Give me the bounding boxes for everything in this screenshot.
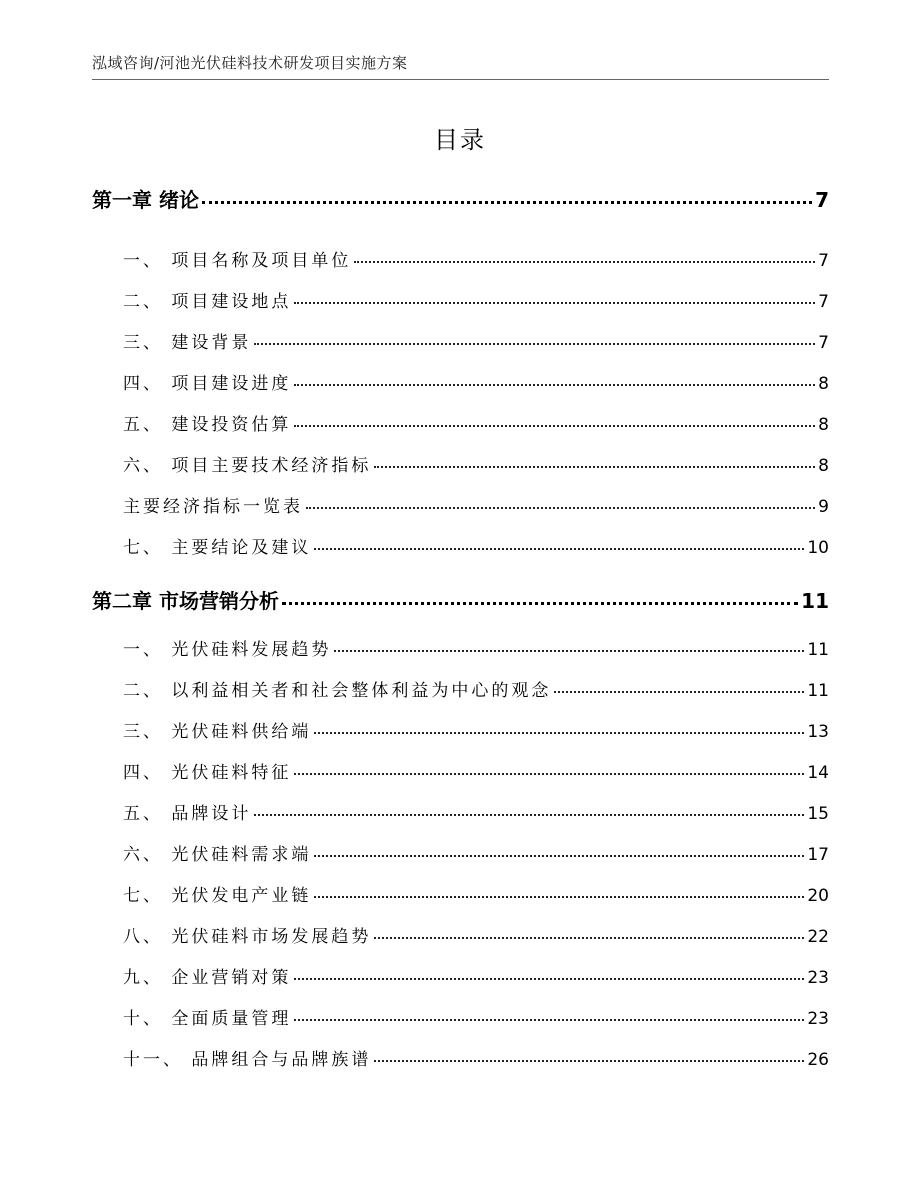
toc-entry-section[interactable] [123,840,829,865]
toc-entry-section[interactable] [123,451,829,476]
toc-entry-page: 23 [807,1009,829,1029]
toc-entry-page: 7 [818,292,829,312]
dot-leader [294,1019,804,1021]
dot-leader [374,937,804,939]
dot-leader [554,691,804,693]
toc-entry-page: 14 [807,763,829,783]
toc-entry-section[interactable] [123,963,829,988]
dot-leader [294,384,815,386]
toc-entry-page: 15 [807,804,829,824]
toc-entry-label: 五、 品牌设计 [123,804,252,824]
dot-leader [282,602,798,605]
dot-leader [254,343,815,345]
toc-entry-label: 七、 主要结论及建议 [123,538,312,558]
toc-entry-label: 四、 项目建设进度 [123,374,292,394]
dot-leader [294,978,804,980]
toc-entry-page: 7 [818,333,829,353]
toc-entry-chapter[interactable] [92,585,829,614]
toc-entry-label: 十、 全面质量管理 [123,1009,292,1029]
toc-entry-page: 10 [807,538,829,558]
toc-entry-label: 十一、 品牌组合与品牌族谱 [123,1050,372,1070]
toc-entry-section[interactable] [123,635,829,660]
toc-entry-label: 第二章 市场营销分析 [92,589,279,613]
dot-leader [314,896,804,898]
toc-entry-page: 11 [801,589,829,613]
toc-entry-label: 第一章 绪论 [92,188,199,212]
toc-entry-page: 11 [807,681,829,701]
dot-leader [294,773,804,775]
toc-entry-page: 22 [807,927,829,947]
toc-entry-page: 11 [807,640,829,660]
toc-entry-section[interactable] [123,1045,829,1070]
toc-entry-label: 一、 光伏硅料发展趋势 [123,640,332,660]
header-divider [92,79,829,80]
dot-leader [334,650,804,652]
toc-entry-label: 主要经济指标一览表 [123,497,303,517]
toc-entry-label: 三、 建设背景 [123,333,252,353]
dot-leader [306,507,815,509]
toc-entry-label: 四、 光伏硅料特征 [123,763,292,783]
toc-entry-page: 7 [815,188,829,212]
toc-entry-section[interactable] [123,799,829,824]
toc-entry-section[interactable] [123,287,829,312]
toc-entry-label: 一、 项目名称及项目单位 [123,251,352,271]
running-header: 泓域咨询/河池光伏硅料技术研发项目实施方案 [92,54,408,72]
toc-entry-section[interactable] [123,492,829,517]
toc-entry-section[interactable] [123,328,829,353]
toc-entry-section[interactable] [123,533,829,558]
dot-leader [294,425,815,427]
toc-entry-page: 26 [807,1050,829,1070]
toc-entry-page: 20 [807,886,829,906]
toc-entry-label: 六、 光伏硅料需求端 [123,845,312,865]
dot-leader [294,302,815,304]
toc-entry-label: 三、 光伏硅料供给端 [123,722,312,742]
toc-entry-section[interactable] [123,1004,829,1029]
dot-leader [374,1060,804,1062]
dot-leader [374,466,815,468]
toc-entry-label: 六、 项目主要技术经济指标 [123,456,372,476]
toc-entry-page: 8 [818,456,829,476]
toc-entry-section[interactable] [123,410,829,435]
dot-leader [254,814,804,816]
dot-leader [314,548,804,550]
dot-leader [314,732,804,734]
dot-leader [314,855,804,857]
toc-entry-section[interactable] [123,922,829,947]
toc-entry-page: 17 [807,845,829,865]
toc-entry-page: 8 [818,415,829,435]
toc-entry-label: 八、 光伏硅料市场发展趋势 [123,927,372,947]
dot-leader [202,201,812,204]
dot-leader [354,261,815,263]
toc-title: 目录 [434,126,486,154]
toc-entry-chapter[interactable] [92,184,829,213]
toc-entry-page: 8 [818,374,829,394]
toc-entry-label: 七、 光伏发电产业链 [123,886,312,906]
toc-entry-label: 二、 以利益相关者和社会整体利益为中心的观念 [123,681,552,701]
toc-entry-section[interactable] [123,881,829,906]
toc-entry-section[interactable] [123,369,829,394]
toc-entry-section[interactable] [123,246,829,271]
toc-entry-section[interactable] [123,758,829,783]
toc-entry-label: 二、 项目建设地点 [123,292,292,312]
toc-entry-page: 7 [818,251,829,271]
toc-entry-section[interactable] [123,717,829,742]
toc-entry-page: 13 [807,722,829,742]
toc-entry-page: 9 [818,497,829,517]
toc-entry-section[interactable] [123,676,829,701]
toc-entry-page: 23 [807,968,829,988]
toc-entry-label: 九、 企业营销对策 [123,968,292,988]
toc-entry-label: 五、 建设投资估算 [123,415,292,435]
